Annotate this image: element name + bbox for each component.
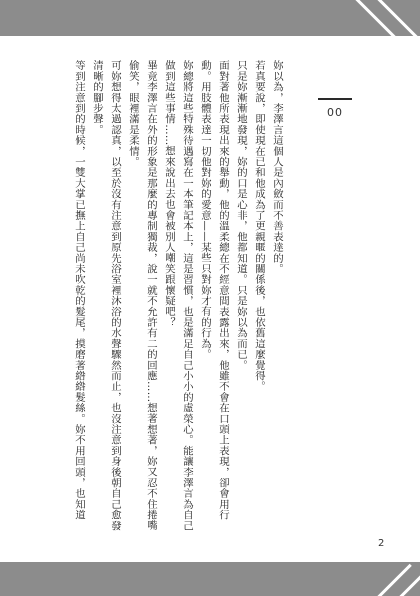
page-number: 2: [378, 538, 385, 549]
paragraph: 可妳想得太過認真，以至於沒有注意到原先浴室裡沐浴的水聲驟然而止，也沒注意到身後朝自己愈發清晰的腳步聲。: [91, 60, 121, 531]
chapter-label: 00: [327, 106, 343, 119]
paragraph: 若真要說，即使現在已和他成為了更親暱的關係後，也依舊這麼覺得。: [253, 60, 265, 392]
chapter-rule: [318, 98, 352, 100]
body-text: [56, 60, 286, 532]
header-stripe: [375, 0, 420, 36]
paragraph: 畢竟李澤言在外的形象是那麼的專制獨裁，說一就不允許有二的回應……想著想著，妳又忍不住捲嘴偷笑，眼裡滿是柔情。: [127, 60, 157, 531]
header-stripe: [353, 0, 398, 36]
paragraph: 等到注意到的時候，一雙大掌已撫上自己尚未吹乾的髮尾，摸磨著綹綹髮絲。妳不用回頭，也知道: [73, 60, 85, 521]
paragraph: 妳總將這些特殊待遇寫在一本筆記本上，這是習慣，也是滿足自己小小的虛榮心。能讓李澤言為自己做到這些事情……想來說出去也會被別人嘲笑跟懷疑吧？: [163, 60, 193, 531]
paragraph: 只是妳漸漸地發現，妳的口是心非，他都知道。只是妳以為而已。: [235, 60, 247, 371]
header-band: [0, 0, 420, 36]
chapter-marker: [318, 98, 352, 119]
footer-band: [0, 562, 420, 596]
paragraph: 面對著他所表現出來的舉動，他的溫柔總在不經意間表露出來，他雖不會在口頭上表現，卻會用行動。用肢體表達一切他對妳的愛意——某些只對妳才有的行為。: [199, 60, 229, 521]
paragraph: 妳以為，李澤言這個人是內斂而不善表達的。: [271, 60, 283, 274]
